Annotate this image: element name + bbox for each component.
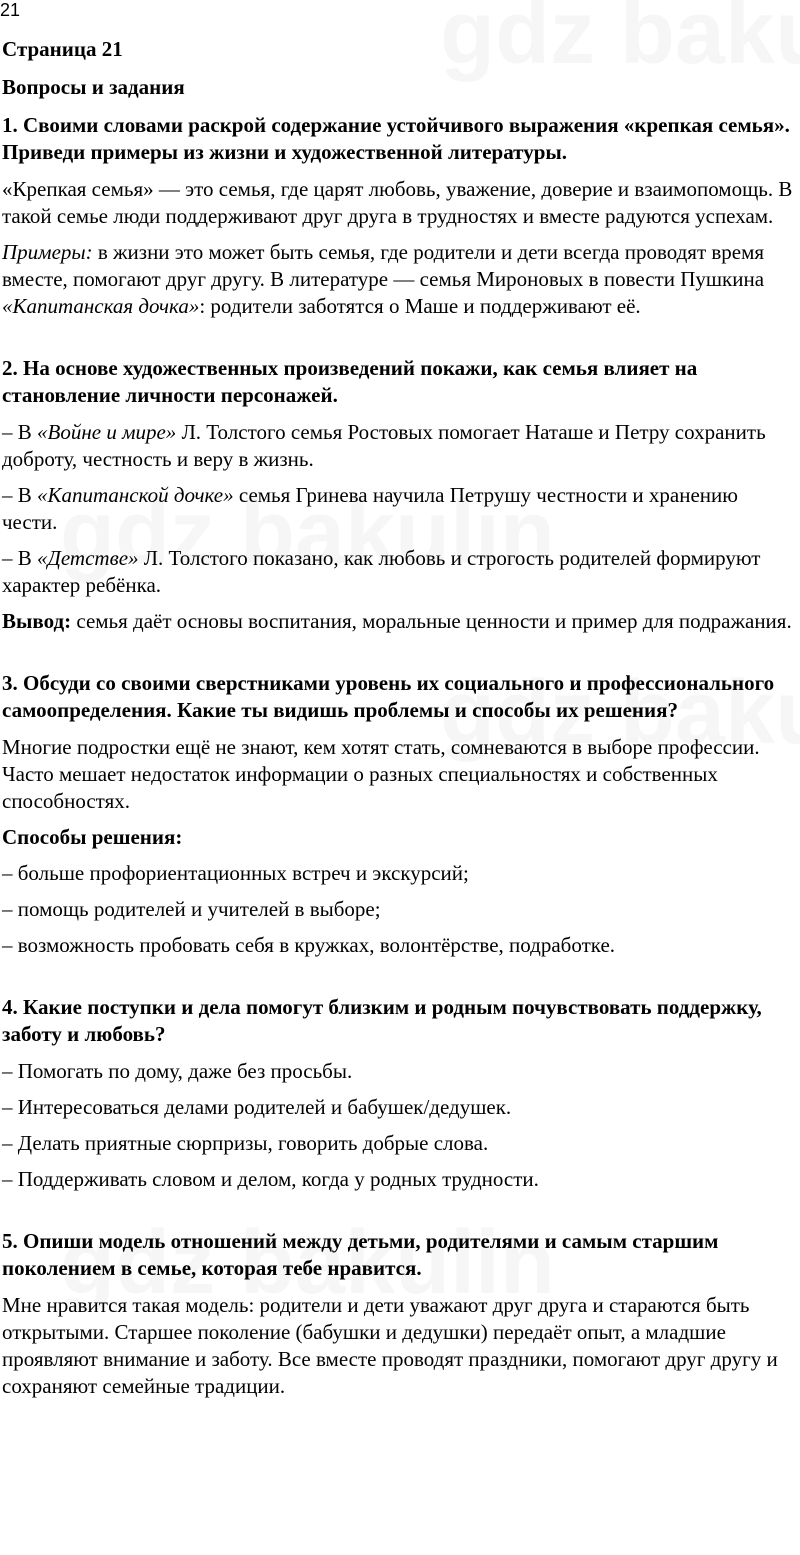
list-item: – Делать приятные сюрпризы, говорить добрые слова.: [2, 1131, 489, 1155]
question-4-text: 4. Какие поступки и дела помогут близким и родным почувствовать поддержку, заботу и любовь?: [2, 995, 762, 1046]
list-item: – Помогать по дому, даже без просьбы.: [2, 1059, 353, 1083]
section-title: Вопросы и задания: [2, 75, 185, 99]
list-item: – больше профориентационных встреч и экскурсий;: [2, 861, 469, 885]
page-number: 21: [0, 0, 21, 20]
examples-label: Примеры:: [2, 240, 93, 264]
question-5-answer: Мне нравится такая модель: родители и дети уважают друг друга и стараются быть открытыми. Старшее поколение (бабушки и дедушки) передаёт опыт, а младшие проявляют внимание и заботу. Все вместе проводят праздники, помогают друг другу и сохраняют семейные традиции.: [2, 1293, 778, 1398]
question-2: [2, 355, 798, 635]
conclusion-label: Вывод:: [2, 609, 72, 633]
list-item: – Интересоваться делами родителей и бабушек/дедушек.: [2, 1095, 512, 1119]
book-title: «Детстве»: [37, 546, 139, 570]
question-4: [2, 994, 798, 1193]
list-item: – В «Капитанской дочке» семья Гринева научила Петрушу честности и хранению чести.: [2, 483, 738, 534]
question-5-text: 5. Опиши модель отношений между детьми, родителями и самым старшим поколением в семье, которая тебе нравится.: [2, 1229, 719, 1280]
question-5: [2, 1228, 798, 1400]
question-3: [2, 670, 798, 959]
list-item: – помощь родителей и учителей в выборе;: [2, 897, 381, 921]
question-1-text: 1. Своими словами раскрой содержание устойчивого выражения «крепкая семья». Приведи примеры из жизни и художественной литературы.: [2, 113, 790, 164]
page-title: Страница 21: [2, 37, 123, 61]
question-2-text: 2. На основе художественных произведений покажи, как семья влияет на становление личности персонажей.: [2, 356, 698, 407]
conclusion-text: семья даёт основы воспитания, моральные ценности и пример для подражания.: [71, 609, 792, 633]
book-title: «Капитанской дочке»: [37, 483, 234, 507]
examples-text: : родители заботятся о Маше и поддерживают её.: [199, 294, 641, 318]
book-title: «Войне и мире»: [37, 420, 177, 444]
list-item: – В «Войне и мире» Л. Толстого семья Ростовых помогает Наташе и Петру сохранить доброту, честность и веру в жизнь.: [2, 420, 766, 471]
question-1-answer: «Крепкая семья» — это семья, где царят любовь, уважение, доверие и взаимопомощь. В такой семье люди поддерживают друг друга в трудностях и вместе радуются успехам.: [2, 177, 793, 228]
list-item: – В «Детстве» Л. Толстого показано, как любовь и строгость родителей формируют характер ребёнка.: [2, 546, 761, 597]
solutions-label: Способы решения:: [2, 825, 183, 849]
question-1: [2, 112, 798, 320]
question-1-examples: [2, 239, 798, 320]
document-body: [2, 36, 798, 1409]
question-3-answer: Многие подростки ещё не знают, кем хотят стать, сомневаются в выборе профессии. Часто мешает недостаток информации о разных специальностях и собственных способностях.: [2, 735, 760, 813]
book-title: «Капитанская дочка»: [2, 294, 200, 318]
question-3-text: 3. Обсуди со своими сверстниками уровень их социального и профессионального самоопределения. Какие ты видишь проблемы и способы их решения?: [2, 671, 775, 722]
list-item: – Поддерживать словом и делом, когда у родных трудности.: [2, 1167, 539, 1191]
examples-text: в жизни это может быть семья, где родители и дети всегда проводят время вместе, помогают друг другу. В литературе — семья Мироновых в повести Пушкина: [2, 240, 765, 291]
list-item: – возможность пробовать себя в кружках, волонтёрстве, подработке.: [2, 933, 616, 957]
question-2-conclusion: [2, 608, 798, 635]
